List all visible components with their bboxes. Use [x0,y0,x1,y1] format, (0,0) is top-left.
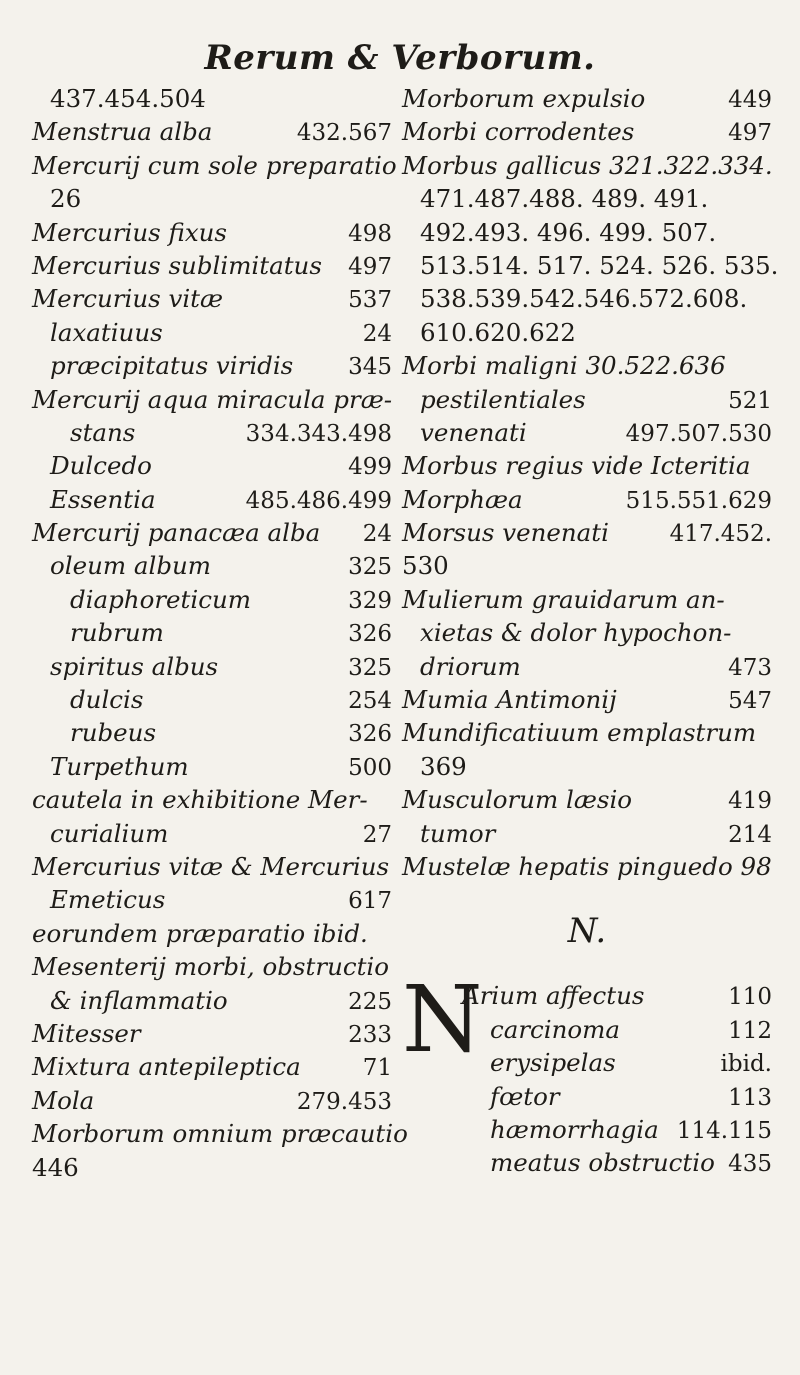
entry-term: pestilentiales [420,384,586,414]
index-entry [32,1117,408,1150]
entry-term: & inflammatio [50,985,228,1015]
entry-term: Morphæa [402,484,523,514]
entry-term: 538.539.542.546.572.608. [420,284,748,314]
index-entry [32,182,392,215]
index-entry [402,1146,772,1179]
entry-term: rubrum [70,618,164,648]
entry-term: xietas & dolor hypochon- [420,618,732,648]
index-entry [32,1151,392,1184]
index-entry [32,115,392,148]
entry-term: Mola [32,1085,95,1115]
index-entry [402,850,772,883]
entry-term: 369 [420,751,467,781]
entry-term: cautela in exhibitione Mer- [32,785,368,815]
index-entry [32,349,392,382]
index-entry [32,416,392,449]
entry-term: 437.454.504 [50,84,206,113]
entry-page-ref: 521 [728,387,772,414]
entry-term: Morsus venenati [402,518,609,548]
entry-term: Mesenterij morbi, obstructio [32,952,389,982]
entry-term: Mercurius sublimitatus [32,250,322,280]
entry-page-ref: 110 [728,984,772,1011]
entry-page-ref: 547 [728,688,772,715]
index-entry [402,616,772,649]
entry-page-ref: 326 [348,721,392,748]
index-entry [32,1017,392,1050]
entry-term: meatus obstructio [490,1148,715,1178]
index-entry [402,750,772,783]
entry-term: Mercurius vitæ [32,284,224,314]
index-entry [32,750,392,783]
entry-term: 530 [402,551,449,581]
entry-term: Essentia [50,484,156,514]
entry-page-ref: 71 [362,1055,392,1082]
entry-term: spiritus albus [50,651,219,681]
index-entry [402,383,772,416]
index-entry [402,316,772,349]
entry-page-ref: 214 [728,821,772,848]
index-entry [402,282,772,315]
entry-page-ref: 435 [728,1151,772,1178]
entry-term: 446 [32,1152,79,1182]
entry-term: Emeticus [50,885,166,915]
entry-term: Mercurij aqua miracula præ- [32,384,393,414]
index-entry [32,850,392,883]
entry-term: 492.493. 496. 499. 507. [420,217,717,247]
entry-page-ref: 499 [348,454,392,481]
entry-term: diaphoreticum [70,584,251,614]
entry-term: Mixtura antepileptica [32,1052,301,1082]
entry-term: Arium affectus [462,981,645,1011]
index-entry [402,82,772,115]
index-entry [32,216,392,249]
entry-term: Mercurius vitæ & Mercurius [32,851,390,881]
entry-term: eorundem præparatio ibid. [32,918,368,948]
entry-page-ref: 485.486.499 [245,487,392,514]
entry-term: stans [70,417,136,447]
entry-page-ref: 498 [348,220,392,247]
entry-term: Mercurij panacæa alba [32,518,321,548]
entry-term: præcipitatus viridis [50,351,294,381]
index-entry [402,483,772,516]
entry-term: 471.487.488. 489. 491. [420,184,709,214]
entry-term: tumor [420,818,496,848]
index-entry [402,449,772,482]
index-entry [402,516,772,549]
entry-term: carcinoma [490,1014,620,1044]
index-entry [402,1080,772,1113]
entry-term: Morbi corrodentes [402,117,635,147]
entry-term: Mulierum grauidarum an- [402,584,725,614]
entry-term: Mundificatiuum emplastrum [402,718,757,748]
entry-term: curialium [50,818,169,848]
index-entry [402,549,772,582]
index-entry [402,115,772,148]
entry-term: Morbus regius vide Icteritia [402,451,751,481]
entry-page-ref: 497.507.530 [625,420,772,447]
entry-term: venenati [420,417,527,447]
index-entry [32,316,392,349]
entry-term: Dulcedo [50,451,152,481]
index-entry [402,416,772,449]
index-entry [32,917,392,950]
index-entry [32,449,392,482]
entry-term: Mumia Antimonij [402,685,617,715]
entry-term: Menstrua alba [32,117,213,147]
entry-term: Morborum omnium præcautio [32,1119,408,1149]
right-entries [402,82,779,883]
index-entry [402,783,772,816]
entry-term: Mercurij cum sole preparatio [32,150,397,180]
entry-page-ref: 27 [362,821,392,848]
entry-term: Mustelæ hepatis pinguedo 98 [402,851,772,881]
entry-term: Musculorum læsio [402,785,633,815]
index-entry [32,483,392,516]
entry-page-ref: 112 [728,1017,772,1044]
index-entry [32,1050,392,1083]
entry-term: hæmorrhagia [490,1114,659,1144]
entry-page-ref: 326 [348,621,392,648]
entry-page-ref: 329 [348,587,392,614]
index-entry [32,716,392,749]
entry-page-ref: 113 [728,1084,772,1111]
entry-term: Morbus gallicus 321.322.334. [402,150,773,180]
entry-page-ref: 497 [348,253,392,280]
entry-page-ref: 325 [348,654,392,681]
running-header: Rerum & Verborum. [204,38,596,78]
index-entry [32,616,392,649]
entry-page-ref: 345 [348,354,392,381]
index-entry [32,282,392,315]
entry-term: Turpethum [50,751,189,781]
entry-page-ref: 225 [348,988,392,1015]
entry-page-ref: 279.453 [296,1088,392,1115]
n-section [402,966,772,1179]
index-entry [402,149,772,182]
entry-page-ref: 432.567 [296,120,392,147]
index-column-left [32,82,408,1184]
entry-term: laxatiuus [50,317,163,347]
index-entry [402,182,772,215]
index-entry [402,249,779,282]
index-entry [402,650,772,683]
entry-term: 610.620.622 [420,317,576,347]
drop-cap: N [402,966,483,1074]
entry-term: driorum [420,651,521,681]
entry-term: dulcis [70,685,144,715]
entry-page-ref: 114.115 [676,1117,772,1144]
index-entry [32,883,392,916]
index-entry [32,783,392,816]
index-entry [402,817,772,850]
index-entry [32,817,392,850]
entry-page-ref: 515.551.629 [625,487,772,514]
entry-term: 513.514. 517. 524. 526. 535. [420,250,779,280]
index-entry [402,583,772,616]
index-entry [32,683,392,716]
entry-page-ref: 449 [728,87,772,113]
index-entry [402,216,772,249]
entry-term: Morbi maligni 30.522.636 [402,351,726,381]
index-entry [32,650,392,683]
index-column-right [402,82,779,1180]
index-entry [402,1113,772,1146]
entry-term: oleum album [50,551,212,581]
entry-page-ref: ibid. [720,1051,772,1078]
entry-term: erysipelas [490,1048,616,1078]
index-entry [32,583,392,616]
entry-page-ref: 254 [348,688,392,715]
entry-page-ref: 537 [348,287,392,314]
entry-page-ref: 233 [348,1021,392,1048]
entry-term: fœtor [490,1081,560,1111]
index-entry [402,349,772,382]
index-entry [32,950,392,983]
entry-page-ref: 325 [348,554,392,581]
index-entry [32,1084,392,1117]
entry-term: 26 [50,184,82,214]
index-entry [32,984,392,1017]
entry-term: Mitesser [32,1018,141,1048]
index-entry [402,716,772,749]
index-entry [402,683,772,716]
entry-page-ref: 617 [348,888,392,915]
entry-term: Morborum expulsio [402,84,646,113]
index-entry [32,516,392,549]
index-entry [32,82,392,115]
entry-term: rubeus [70,718,157,748]
index-entry [32,549,392,582]
entry-page-ref: 417.452. [669,521,772,548]
entry-page-ref: 24 [362,320,392,347]
section-letter: N. [567,911,607,952]
entry-page-ref: 24 [362,521,392,548]
entry-page-ref: 497 [728,120,772,147]
entry-page-ref: 500 [348,754,392,781]
index-entry [32,149,397,182]
entry-page-ref: 419 [728,788,772,815]
entry-page-ref: 473 [728,654,772,681]
entry-page-ref: 334.343.498 [245,420,392,447]
index-entry [32,383,392,416]
entry-term: Mercurius fixus [32,217,227,247]
index-entry [32,249,392,282]
